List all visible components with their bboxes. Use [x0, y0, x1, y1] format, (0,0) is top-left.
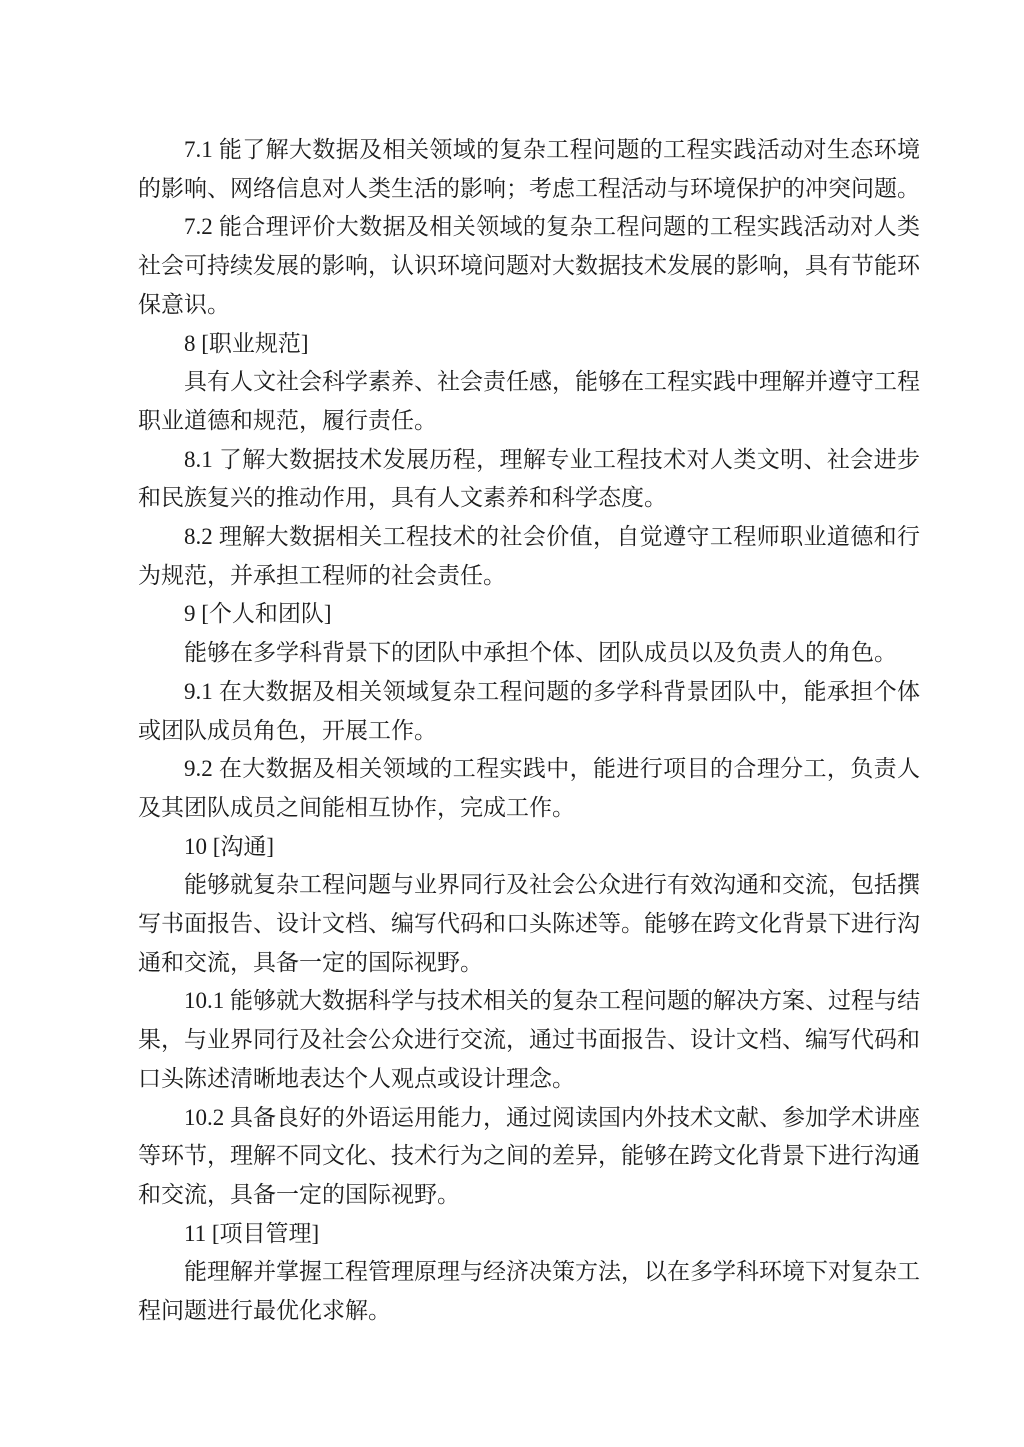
paragraph-10-2: 10.2 具备良好的外语运用能力，通过阅读国内外技术文献、参加学术讲座等环节，理解不同文化、技术行为之间的差异，能够在跨文化背景下进行沟通和交流，具备一定的国际视野。 — [138, 1104, 920, 1207]
paragraph-7-1: 7.1 能了解大数据及相关领域的复杂工程问题的工程实践活动对生态环境的影响、网络信息对人类生活的影响；考虑工程活动与环境保护的冲突问题。 — [138, 137, 920, 201]
section-heading-8: 8 [职业规范] — [184, 330, 309, 356]
paragraph-11-intro: 能理解并掌握工程管理原理与经济决策方法，以在多学科环境下对复杂工程问题进行最优化求解。 — [138, 1259, 920, 1324]
paragraph-8-1: 8.1 了解大数据技术发展历程，理解专业工程技术对人类文明、社会进步和民族复兴的推动作用，具有人文素养和科学态度。 — [138, 446, 920, 511]
paragraph-9-2: 9.2 在大数据及相关领域的工程实践中，能进行项目的合理分工，负责人及其团队成员之间能相互协作，完成工作。 — [138, 756, 920, 820]
paragraph-8-intro: 具有人文社会科学素养、社会责任感，能够在工程实践中理解并遵守工程职业道德和规范，履行责任。 — [138, 369, 920, 433]
paragraph-9-1: 9.1 在大数据及相关领域复杂工程问题的多学科背景团队中，能承担个体或团队成员角色，开展工作。 — [138, 678, 920, 743]
section-heading-11: 11 [项目管理] — [184, 1220, 320, 1246]
section-heading-10: 10 [沟通] — [184, 833, 275, 859]
document-body-text — [138, 131, 920, 1331]
paragraph-10-1: 10.1 能够就大数据科学与技术相关的复杂工程问题的解决方案、过程与结果，与业界同行及社会公众进行交流，通过书面报告、设计文档、编写代码和口头陈述清晰地表达个人观点或设计理念。 — [138, 988, 920, 1091]
paragraph-9-intro: 能够在多学科背景下的团队中承担个体、团队成员以及负责人的角色。 — [184, 640, 897, 666]
paragraph-8-2: 8.2 理解大数据相关工程技术的社会价值，自觉遵守工程师职业道德和行为规范，并承担工程师的社会责任。 — [138, 524, 920, 588]
section-heading-9: 9 [个人和团队] — [184, 601, 332, 627]
paragraph-7-2: 7.2 能合理评价大数据及相关领域的复杂工程问题的工程实践活动对人类社会可持续发展的影响，认识环境问题对大数据技术发展的影响，具有节能环保意识。 — [138, 214, 920, 317]
paragraph-10-intro: 能够就复杂工程问题与业界同行及社会公众进行有效沟通和交流，包括撰写书面报告、设计文档、编写代码和口头陈述等。能够在跨文化背景下进行沟通和交流，具备一定的国际视野。 — [138, 872, 920, 975]
